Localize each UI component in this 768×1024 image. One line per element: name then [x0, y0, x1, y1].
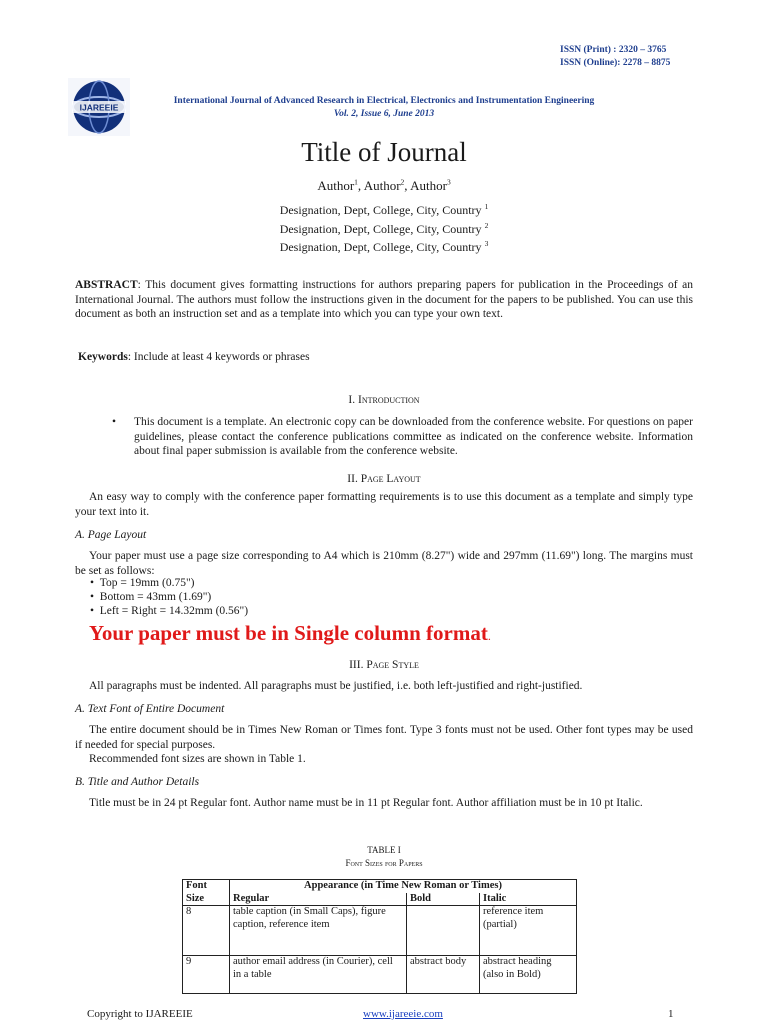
section-heading-introduction: I. Introduction — [348, 394, 420, 406]
logo-text: IJAREEIE — [79, 102, 119, 113]
subsection-heading-title-author: B. Title and Author Details — [75, 776, 200, 788]
margin-list — [90, 576, 248, 618]
table-header-row — [183, 880, 577, 893]
journal-header — [0, 95, 768, 121]
author-list: Author$^1$, Author$^2$, Author$^3$ — [317, 177, 451, 193]
page-style-paragraph: All paragraphs must be indented. All paragraphs must be justified, i.e. both left-justified and right-justified. — [89, 680, 583, 692]
table-caption: Font Sizes for Papers — [345, 858, 423, 868]
table-cell-regular: table caption (in Small Caps), figure caption, reference item — [230, 906, 407, 956]
table-cell-size: 9 — [183, 956, 230, 994]
footer-website-link[interactable]: www.ijareeie.com — [363, 1008, 443, 1020]
table-row — [183, 906, 577, 956]
journal-name: International Journal of Advanced Research in Electrical, Electronics and Instrumentation Engineering — [173, 96, 595, 106]
table-cell-regular: author email address (in Courier), cell in a table — [230, 956, 407, 994]
table-cell-bold — [407, 906, 480, 956]
journal-volume: Vol. 2, Issue 6, June 2013 — [333, 109, 435, 119]
author-1: Author — [317, 178, 355, 193]
keywords-text: : Include at least 4 keywords or phrases — [127, 351, 310, 363]
issn-online: ISSN (Online): 2278 – 8875 — [560, 58, 671, 68]
section-heading-page-style: III. Page Style — [349, 659, 419, 671]
introduction-bullet: This document is a template. An electronic copy can be downloaded from the conference website. For questions on paper guidelines, please contact the conference publications committee as indicated on the conference website. Information about final paper submission is available from the conference website. — [134, 416, 693, 457]
list-item: • Top = 19mm (0.75") — [90, 577, 195, 589]
section-heading-page-layout: II. Page Layout — [347, 473, 421, 485]
affiliation-3: Designation, Dept, College, City, Country $^3$ — [279, 239, 489, 254]
author-3: Author — [410, 178, 447, 193]
list-item: • Bottom = 43mm (1.69") — [90, 591, 212, 603]
table-label: TABLE I — [367, 845, 401, 855]
affiliations — [0, 201, 768, 257]
font-size-table — [182, 879, 577, 994]
author-2: Author — [363, 178, 401, 193]
affiliation-2: Designation, Dept, College, City, Country $^2$ — [279, 220, 489, 236]
abstract-text: : This document gives formatting instructions for authors preparing papers for publication in the Proceedings of an International Journal. The authors must follow the instructions given in the document for the papers to be published. You can use this document as both an instruction set and as a template into which you can type your own text. — [75, 279, 693, 320]
single-column-notice: Your paper must be in Single column format. — [89, 621, 491, 645]
paper-title: Title of Journal — [301, 137, 467, 167]
keywords — [78, 350, 696, 365]
keywords-label: Keywords — [78, 351, 128, 363]
bullet-icon: • — [112, 416, 117, 428]
page-layout-paragraph: An easy way to comply with the conference paper formatting requirements is to use this document as a template and simply type your text into it. — [75, 491, 693, 518]
table-header-size: Font Size — [183, 880, 230, 906]
table-header-bold: Bold — [407, 893, 480, 906]
issn-block — [560, 44, 670, 70]
page-size-paragraph: Your paper must use a page size corresponding to A4 which is 210mm (8.27") wide and 297mm (11.69") long. The margins must be set as follows: — [75, 550, 693, 577]
table-cell-bold: abstract body — [407, 956, 480, 994]
table-cell-size: 8 — [183, 906, 230, 956]
text-font-paragraph: The entire document should be in Times New Roman or Times font. Type 3 fonts must not be used. Other font types may be used if needed for special purposes. — [75, 724, 693, 751]
affiliation-1: Designation, Dept, College, City, Country $^1$ — [279, 202, 489, 217]
table-header-italic: Italic — [480, 893, 577, 906]
list-item: • Left = Right = 14.32mm (0.56") — [90, 605, 249, 617]
abstract — [75, 278, 693, 322]
table-row — [183, 956, 577, 994]
table-subheader-row — [183, 893, 577, 906]
font-sizes-reference: Recommended font sizes are shown in Table 1. — [89, 753, 306, 765]
table-header-regular: Regular — [230, 893, 407, 906]
abstract-label: ABSTRACT — [75, 279, 138, 291]
footer-copyright: Copyright to IJAREEIE — [87, 1008, 193, 1020]
table-cell-italic: abstract heading (also in Bold) — [480, 956, 577, 994]
table-header-appearance: Appearance (in Time New Roman or Times) — [230, 880, 577, 893]
subsection-heading-page-layout: A. Page Layout — [75, 529, 147, 541]
table-cell-italic: reference item (partial) — [480, 906, 577, 956]
footer-page-number: 1 — [668, 1008, 674, 1020]
subsection-heading-text-font: A. Text Font of Entire Document — [75, 703, 225, 715]
title-author-paragraph: Title must be in 24 pt Regular font. Author name must be in 11 pt Regular font. Author affiliation must be in 10 pt Italic. — [89, 797, 643, 809]
issn-print: ISSN (Print) : 2320 – 3765 — [560, 45, 667, 55]
